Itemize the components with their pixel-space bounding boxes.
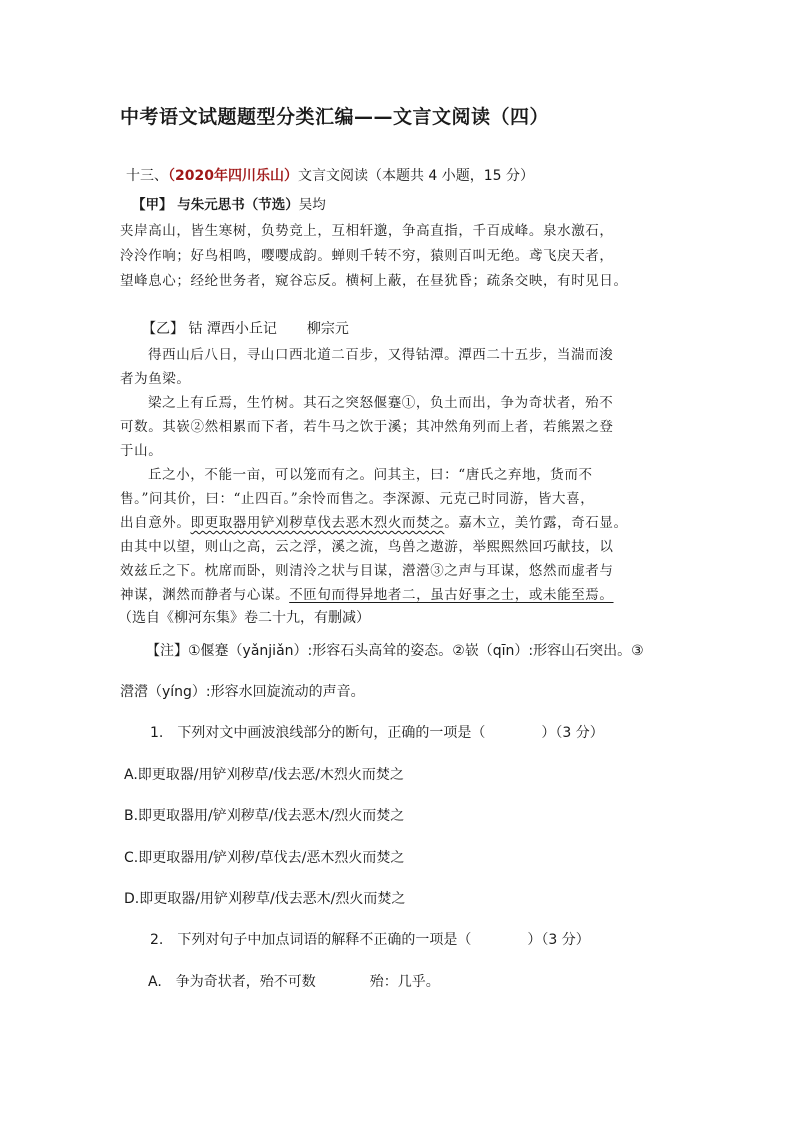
question-1-option-d: D.即更取器/用铲刈秽草/伐去恶木/烈火而焚之: [124, 891, 406, 907]
page-title: 中考语文试题题型分类汇编——文言文阅读（四）: [120, 106, 550, 128]
question-2-option-a: [148, 971, 440, 991]
passage-yi-line: 丘之小，不能一亩，可以笼而有之。问其主，曰：“唐氏之弃地，货而不: [148, 467, 593, 483]
passage-yi-line: 者为鱼梁。: [120, 371, 191, 387]
passage-yi-line: 由其中以望，则山之高，云之浮，溪之流，鸟兽之遨游，举熙熙然回巧献技，以: [120, 539, 614, 555]
passage-jia-line: 泠泠作响；好鸟相鸣，嘤嘤成韵。蝉则千转不穷，猿则百叫无绝。鸢飞戾天者，: [120, 248, 614, 264]
passage-yi-text: 出自意外。: [120, 515, 191, 531]
passage-yi-line: 得西山后八日，寻山口西北道二百步，又得钴潭。潭西二十五步，当湍而浚: [148, 347, 614, 363]
question-1-option-b: B.即更取器用/铲刈秽草/伐去恶木/烈火而焚之: [124, 808, 405, 824]
passage-jia-heading: [132, 193, 326, 213]
passage-yi-line: 梁之上有丘焉，生竹树。其石之突怒偃蹇①，负土而出，争为奇状者，殆不: [148, 395, 614, 411]
question-2-option-a-gloss: 殆：几乎。: [369, 974, 440, 990]
passage-jia-line: 望峰息心；经纶世务者，窥谷忘反。横柯上蔽，在昼犹昏；疏条交映，有时见日。: [120, 273, 628, 289]
question-1-option-a: A.即更取器/用铲刈秽草/伐去恶/木烈火而焚之: [124, 767, 404, 783]
passage-yi-line: 可数。其嵚②然相累而下者，若牛马之饮于溪；其冲然角列而上者，若熊罴之登: [120, 419, 614, 435]
passage-yi-source: （选自《柳河东集》卷二十九，有删减）: [118, 610, 370, 626]
passage-jia-author: 吴均: [298, 197, 326, 213]
wavy-underlined-sentence: 即更取器用铲刈秽草伐去恶木烈火而焚之: [190, 515, 445, 531]
passage-yi-line: 效兹丘之下。枕席而卧，则清泠之状与目谋，瀯瀯③之声与耳谋，悠然而虚者与: [120, 563, 614, 579]
question-2-option-a-sentence: A. 争为奇状者，殆不可数: [148, 974, 316, 990]
passage-yi-line: [120, 511, 628, 531]
passage-yi-line: 售。”问其价，曰：“止四百。”余怜而售之。李深源、元克己时同游，皆大喜，: [120, 491, 595, 507]
section-number: 十三、: [126, 168, 168, 184]
passage-jia-line: 夹岸高山，皆生寒树，负势竞上，互相轩邈，争高直指，千百成峰。泉水激石，: [120, 223, 614, 239]
passage-yi-text: 。嘉木立，美竹露，奇石显。: [444, 515, 628, 531]
passage-yi-text: 神谋，渊然而静者与心谋。: [120, 587, 290, 603]
question-1-stem: 1. 下列对文中画波浪线部分的断句，正确的一项是（ ）（3 分）: [150, 725, 604, 741]
passage-yi-line: [120, 583, 614, 603]
passage-yi-author: 柳宗元: [306, 321, 349, 337]
section-heading: [126, 165, 534, 185]
annotation-line-2: 瀯瀯（yíng）:形容水回旋流动的声音。: [120, 684, 365, 700]
passage-yi-title: 【乙】 钴 潭西小丘记: [142, 321, 277, 337]
question-1-option-c: C.即更取器用/铲刈秽/草伐去/恶木烈火而焚之: [124, 850, 405, 866]
section-source: （2020年四川乐山）: [168, 168, 298, 184]
passage-yi-heading: [142, 318, 349, 338]
annotation-line-1: 【注】①偃蹇（yǎnjiǎn）:形容石头高耸的姿态。②嵚（qīn）:形容山石突出。③: [146, 643, 644, 659]
passage-jia-title: 【甲】 与朱元思书（节选）: [132, 197, 299, 213]
passage-yi-line: 于山。: [120, 443, 163, 459]
underlined-sentence: 不匝旬而得异地者二，虽古好事之士，或未能至焉。: [289, 587, 614, 603]
question-2-stem: 2. 下列对句子中加点词语的解释不正确的一项是（ ）（3 分）: [150, 932, 590, 948]
section-description: 文言文阅读（本题共 4 小题，15 分）: [297, 168, 535, 184]
